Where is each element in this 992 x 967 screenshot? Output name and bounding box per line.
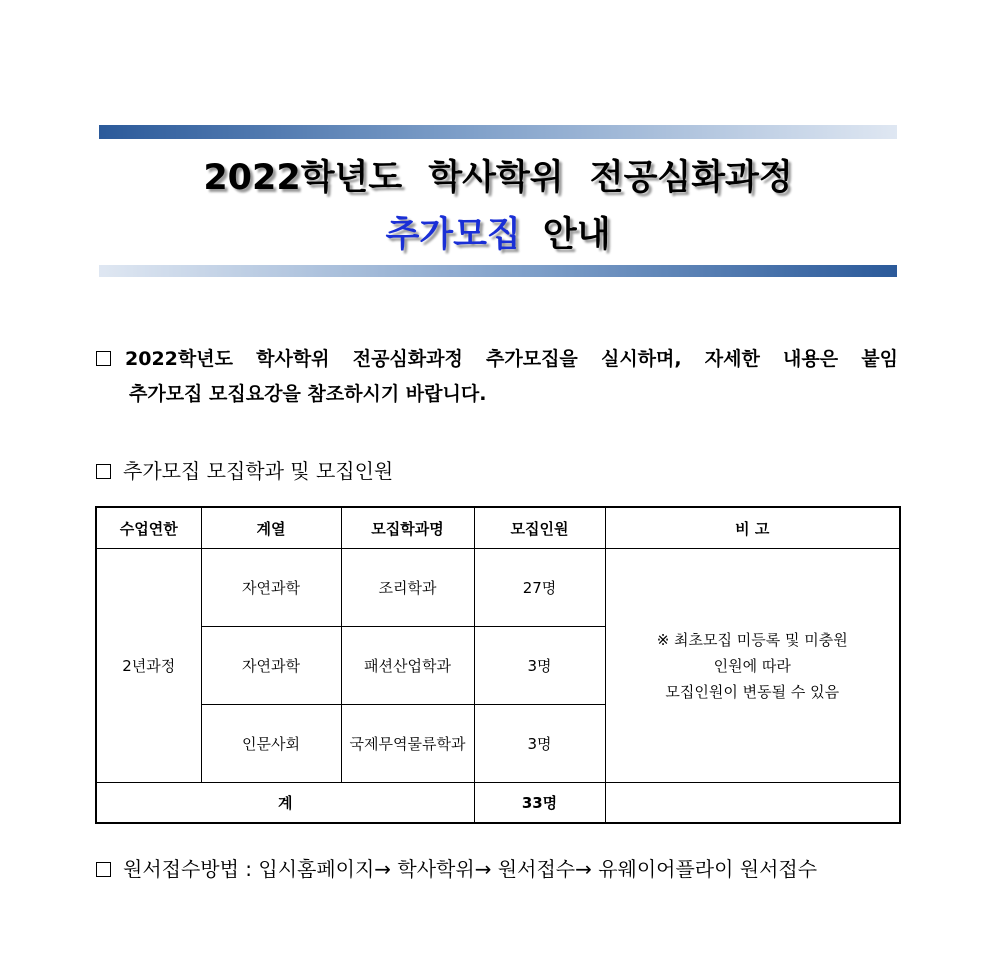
intro-word: 자세한 <box>704 348 760 370</box>
note-line: 모집인원이 변동될 수 있음 <box>665 682 840 701</box>
total-row <box>96 783 900 824</box>
intro-word: 붙임 <box>861 348 898 370</box>
department-cell: 국제무역물류학과 <box>341 705 474 783</box>
intro-word: 추가모집을 <box>486 348 578 370</box>
duration-cell: 2년과정 <box>96 549 201 783</box>
field-cell: 자연과학 <box>201 627 341 705</box>
note-cell <box>605 549 900 783</box>
header-bar-top <box>99 125 897 139</box>
header-note: 비 고 <box>605 507 900 549</box>
table-row <box>96 549 900 627</box>
intro-word: 전공심화과정 <box>352 348 463 370</box>
total-note <box>605 783 900 824</box>
count-cell: 3명 <box>474 627 605 705</box>
intro-word: 실시하며, <box>600 348 682 370</box>
page-title-line1: 2022학년도 학사학위 전공심화과정 <box>203 158 793 198</box>
intro-line2: 추가모집 모집요강을 참조하시기 바랍니다. <box>129 383 487 405</box>
section-departments-label: 추가모집 모집학과 및 모집인원 <box>123 459 394 483</box>
section-application <box>96 853 817 882</box>
section-application-label: 원서접수방법 : 입시홈페이지→ 학사학위→ 원서접수→ 유웨이어플라이 원서접수 <box>123 857 818 881</box>
checkbox-square-icon <box>96 464 111 479</box>
header-field: 계열 <box>201 507 341 549</box>
intro-line1 <box>96 342 898 377</box>
intro-word: 내용은 <box>783 348 839 370</box>
header-bar-bottom <box>99 265 897 277</box>
page-title-line2 <box>99 207 897 257</box>
field-cell: 자연과학 <box>201 549 341 627</box>
header-count: 모집인원 <box>474 507 605 549</box>
department-cell: 패션산업학과 <box>341 627 474 705</box>
recruitment-table <box>95 506 901 824</box>
field-cell: 인문사회 <box>201 705 341 783</box>
intro-paragraph <box>96 342 898 412</box>
count-cell: 3명 <box>474 705 605 783</box>
title-rest: 안내 <box>520 215 611 255</box>
department-cell: 조리학과 <box>341 549 474 627</box>
header-duration: 수업연한 <box>96 507 201 549</box>
title-accent: 추가모집 <box>385 215 521 255</box>
checkbox-square-icon <box>96 862 111 877</box>
total-label: 계 <box>96 783 474 824</box>
count-cell: 27명 <box>474 549 605 627</box>
table-header-row <box>96 507 900 549</box>
section-departments <box>96 455 393 484</box>
intro-word: 2022학년도 <box>96 342 233 377</box>
checkbox-square-icon <box>96 351 111 366</box>
note-line: 인원에 따라 <box>713 656 791 675</box>
intro-word: 학사학위 <box>256 348 330 370</box>
note-line: ※ 최초모집 미등록 및 미충원 <box>656 630 848 649</box>
header-department: 모집학과명 <box>341 507 474 549</box>
total-count: 33명 <box>474 783 605 824</box>
